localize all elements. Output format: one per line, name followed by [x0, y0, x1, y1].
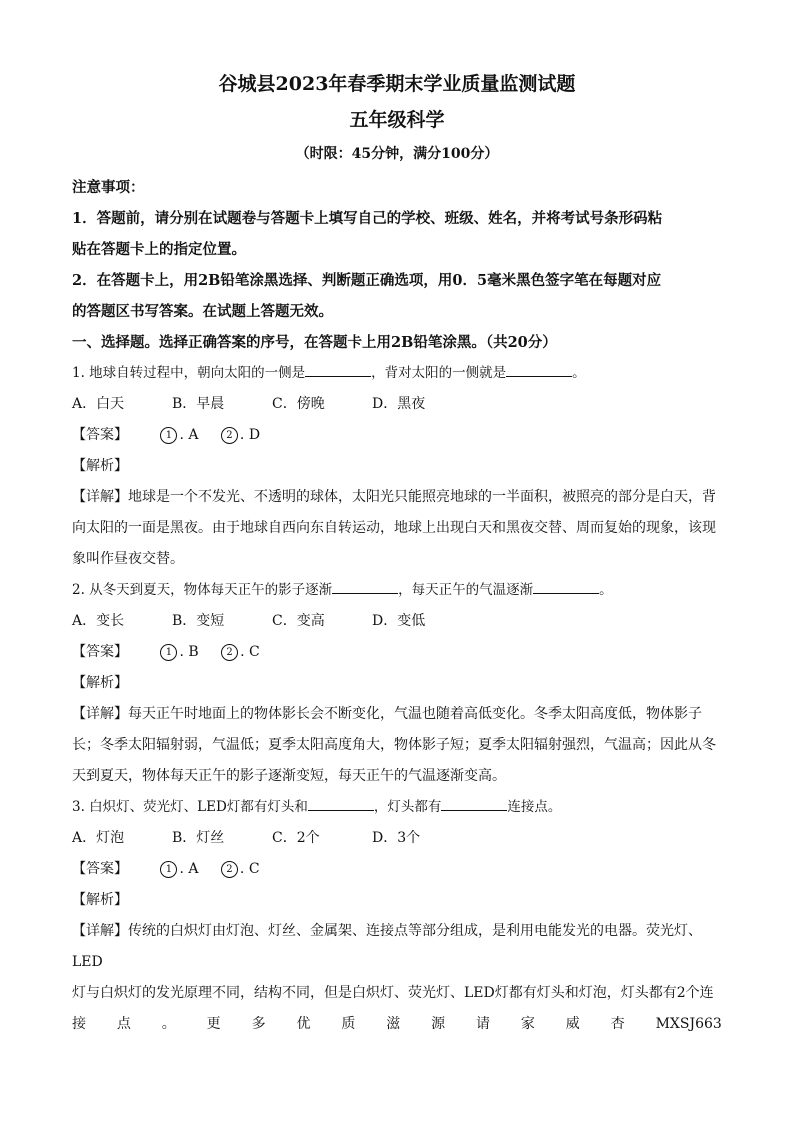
answer-item: 2 . C	[221, 861, 260, 877]
option-a: A．白天	[72, 396, 125, 412]
option-d: D．3个	[372, 830, 421, 846]
question-3-detail-line-2: 灯与白炽灯的发光原理不同，结构不同，但是白炽灯、荧光灯、LED灯都有灯头和灯泡，灯头都有2个连	[72, 985, 714, 1001]
answer-item: 1 . B	[160, 644, 198, 660]
question-2-detail-line-2: 长；冬季太阳辐射弱，气温低；夏季太阳高度角大，物体影子短；夏季太阳辐射强烈，气温高；因此从冬	[72, 737, 716, 753]
answer-blank	[308, 796, 374, 811]
option-b: B．早晨	[172, 396, 225, 412]
question-2-detail-line-3: 天到夏天，物体每天正午的影子逐渐变短，每天正午的气温逐渐变高。	[72, 768, 506, 784]
question-1-analysis-label: 【解析】	[72, 458, 128, 474]
question-3-stem: 3. 白炽灯、荧光灯、LED灯都有灯头和 ，灯头都有 连接点。	[72, 792, 722, 823]
question-3-detail-line-1: 【详解】传统的白炽灯由灯泡、灯丝、金属架、连接点等部分组成，是利用电能发光的电器。荧光灯、LED	[72, 923, 702, 970]
question-1-stem: 1. 地球自转过程中，朝向太阳的一侧是 ，背对太阳的一侧就是 。	[72, 358, 722, 389]
question-1-detail-line-1: 【详解】地球是一个不发光、不透明的球体，太阳光只能照亮地球的一半面积，被照亮的部分是白天，背	[72, 489, 716, 505]
notice-heading: 注意事项：	[72, 179, 145, 196]
option-b: B．变短	[172, 613, 225, 629]
question-1-answer: 【答案】 1 . A 2 . D	[72, 427, 261, 443]
question-2-answer: 【答案】 1 . B 2 . C	[72, 644, 260, 660]
answer-item: 1 . A	[160, 861, 198, 877]
option-d: D．变低	[372, 613, 426, 629]
question-2-options	[72, 606, 722, 637]
answer-blank	[332, 579, 398, 594]
time-limit: （时限：45分钟，满分100分）	[295, 146, 499, 162]
answer-item: 2 . C	[221, 644, 260, 660]
answer-blank	[533, 579, 599, 594]
notice-item-1-line-2: 贴在答题卡上的指定位置。	[72, 241, 246, 258]
question-1-detail-line-2: 向太阳的一面是黑夜。由于地球自西向东自转运动，地球上出现白天和黑夜交替、周而复始的现象，该现	[72, 520, 716, 536]
exam-title: 谷城县2023年春季期末学业质量监测试题	[218, 73, 576, 95]
option-c: C．变高	[272, 613, 325, 629]
notice-item-1-line-1: 1．答题前，请分别在试题卷与答题卡上填写自己的学校、班级、姓名，并将考试号条形码粘	[72, 210, 663, 227]
answer-item: 2 . D	[221, 427, 260, 443]
question-3-answer: 【答案】 1 . A 2 . C	[72, 861, 260, 877]
option-b: B．灯丝	[172, 830, 225, 846]
question-3-analysis-label: 【解析】	[72, 892, 128, 908]
question-2-detail-line-1: 【详解】每天正午时地面上的物体影长会不断变化，气温也随着高低变化。冬季太阳高度低，物体影子	[72, 706, 702, 722]
exam-subject: 五年级科学	[349, 109, 445, 131]
option-a: A．灯泡	[72, 830, 125, 846]
last-line-spread: 接 点 。 更 多 优 质 滋 源 请 家 威 杏 MXSJ663	[72, 1016, 722, 1032]
answer-blank	[506, 362, 572, 377]
option-a: A．变长	[72, 613, 125, 629]
notice-item-2-line-2: 的答题区书写答案。在试题上答题无效。	[72, 303, 333, 320]
notice-item-2-line-1: 2．在答题卡上，用2B铅笔涂黑选择、判断题正确选项，用0．5毫米黑色签字笔在每题对应	[72, 272, 662, 289]
option-c: C．傍晚	[272, 396, 325, 412]
question-3-options	[72, 823, 722, 854]
question-2-analysis-label: 【解析】	[72, 675, 128, 691]
option-c: C．2个	[272, 830, 320, 846]
question-2-stem: 2. 从冬天到夏天，物体每天正午的影子逐渐 ，每天正午的气温逐渐 。	[72, 575, 722, 606]
answer-item: 1 . A	[160, 427, 198, 443]
answer-blank	[305, 362, 371, 377]
question-1-detail-line-3: 象叫作昼夜交替。	[72, 551, 184, 567]
option-d: D．黑夜	[372, 396, 426, 412]
question-1-options	[72, 389, 722, 420]
answer-blank	[441, 796, 507, 811]
section-heading: 一、选择题。选择正确答案的序号，在答题卡上用2B铅笔涂黑。（共20分）	[72, 334, 557, 351]
